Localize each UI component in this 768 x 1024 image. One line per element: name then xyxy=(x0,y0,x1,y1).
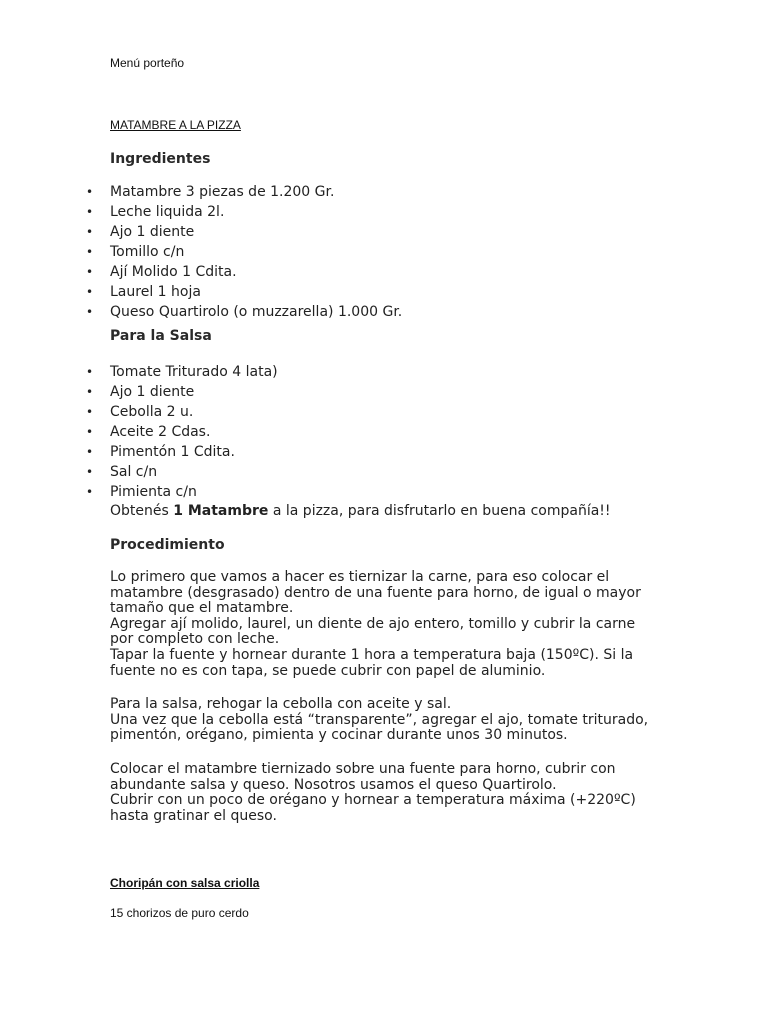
procedure-heading: Procedimiento xyxy=(110,537,225,553)
recipe-title: MATAMBRE A LA PIZZA xyxy=(110,118,241,132)
document-title: Menú porteño xyxy=(110,56,185,70)
list-item: • Tomillo c/n xyxy=(110,242,402,262)
list-item: • Pimienta c/n xyxy=(110,482,278,502)
list-item: • Pimentón 1 Cdita. xyxy=(110,442,278,462)
list-item: • Leche liquida 2l. xyxy=(110,202,402,222)
ingredients-heading: Ingredientes xyxy=(110,151,211,167)
list-item: • Queso Quartirolo (o muzzarella) 1.000 Gr. xyxy=(110,302,402,322)
procedure-paragraph: Para la salsa, rehogar la cebolla con aceite y sal. Una vez que la cebolla está “transparente”, agregar el ajo, tomate triturado, pimentón, orégano, pimienta y cocinar durante unos 30 minutos. xyxy=(110,696,649,744)
procedure-text xyxy=(110,570,670,824)
list-item: • Cebolla 2 u. xyxy=(110,402,278,422)
yield-suffix: a la pizza, para disfrutarlo en buena compañía!! xyxy=(268,503,611,519)
procedure-paragraph: Lo primero que vamos a hacer es tiernizar la carne, para eso colocar el matambre (desgrasado) dentro de una fuente para horno, de igual o mayor tamaño que el matambre. Agregar ají molido, laurel, un diente de ajo entero, tomillo y cubrir la carne por completo con leche. Tapar la fuente y hornear durante 1 hora a temperatura baja (150ºC). Si la fuente no es con tapa, se puede cubrir con papel de aluminio. xyxy=(110,569,641,679)
ingredients-list xyxy=(110,182,402,322)
salsa-heading: Para la Salsa xyxy=(110,328,212,344)
recipe-ingredient: 15 chorizos de puro cerdo xyxy=(110,906,249,920)
yield-line xyxy=(110,502,611,520)
list-item: • Sal c/n xyxy=(110,462,278,482)
procedure-paragraph: Colocar el matambre tiernizado sobre una fuente para horno, cubrir con abundante salsa y queso. Nosotros usamos el queso Quartirolo. Cubrir con un poco de orégano y hornear a temperatura máxima (+220ºC) hasta gratinar el queso. xyxy=(110,760,636,824)
yield-prefix: Obtenés xyxy=(110,503,174,519)
list-item: • Ajo 1 diente xyxy=(110,382,278,402)
list-item: • Matambre 3 piezas de 1.200 Gr. xyxy=(110,182,402,202)
list-item: • Tomate Triturado 4 lata) xyxy=(110,362,278,382)
list-item: • Ají Molido 1 Cdita. xyxy=(110,262,402,282)
list-item: • Ajo 1 diente xyxy=(110,222,402,242)
recipe-title-2: Choripán con salsa criolla xyxy=(110,876,260,890)
list-item: • Aceite 2 Cdas. xyxy=(110,422,278,442)
yield-bold: 1 Matambre xyxy=(173,503,269,519)
list-item: • Laurel 1 hoja xyxy=(110,282,402,302)
salsa-list xyxy=(110,362,278,502)
